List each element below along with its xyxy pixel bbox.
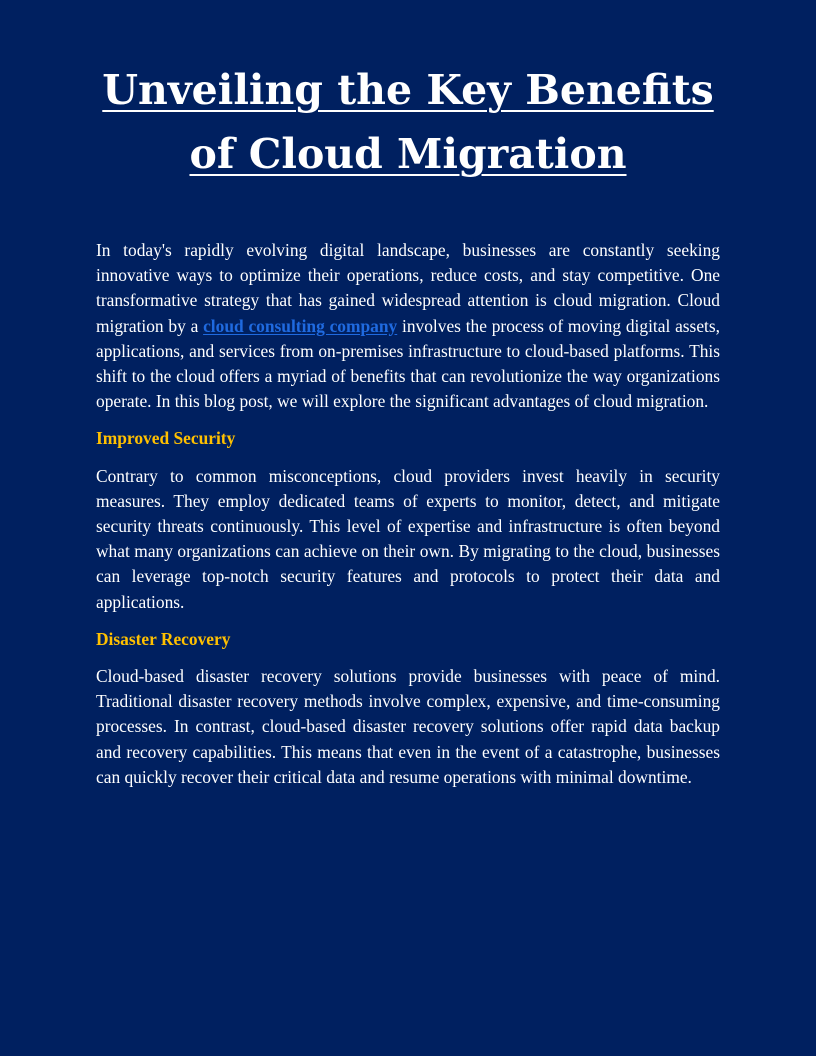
page-title bbox=[96, 58, 720, 186]
intro-text-start: In today's rapidly evolving digital landscape, businesses are constantly seeking innovative ways to optimize their operations, reduce costs, and stay competitive. One transformative strategy that has gained widespread attention is cloud migration. Cloud migration by a bbox=[96, 240, 720, 336]
section-heading-security: Improved Security bbox=[96, 428, 236, 449]
section-body-security: Contrary to common misconceptions, cloud providers invest heavily in security measures. They employ dedicated teams of experts to monitor, detect, and mitigate security threats continuously. This level of expertise and infrastructure is often beyond what many organizations can achieve on their own. By migrating to the cloud, businesses can leverage top-notch security features and protocols to protect their data and applications. bbox=[96, 465, 720, 612]
document-content bbox=[96, 238, 720, 790]
intro-paragraph bbox=[96, 238, 720, 414]
title-line-2: of Cloud Migration bbox=[189, 130, 627, 178]
intro-text-end: involves the process of moving digital assets, applications, and services from on-premises infrastructure to cloud-based platforms. This shift to the cloud offers a myriad of benefits that can revolutionize the way organizations operate. In this blog post, we will explore the significant advantages of cloud migration. bbox=[96, 315, 720, 412]
title-line-1: Unveiling the Key Benefits bbox=[102, 66, 714, 114]
section-heading-disaster-recovery: Disaster Recovery bbox=[96, 628, 231, 649]
section-body-disaster-recovery: Cloud-based disaster recovery solutions provide businesses with peace of mind. Traditional disaster recovery methods involve complex, expensive, and time-consuming processes. In contrast, cloud-based disaster recovery solutions offer rapid data backup and recovery capabilities. This means that even in the event of a catastrophe, businesses can quickly recover their critical data and resume operations with minimal downtime. bbox=[96, 666, 720, 787]
cloud-consulting-link[interactable]: cloud consulting company bbox=[203, 315, 398, 336]
